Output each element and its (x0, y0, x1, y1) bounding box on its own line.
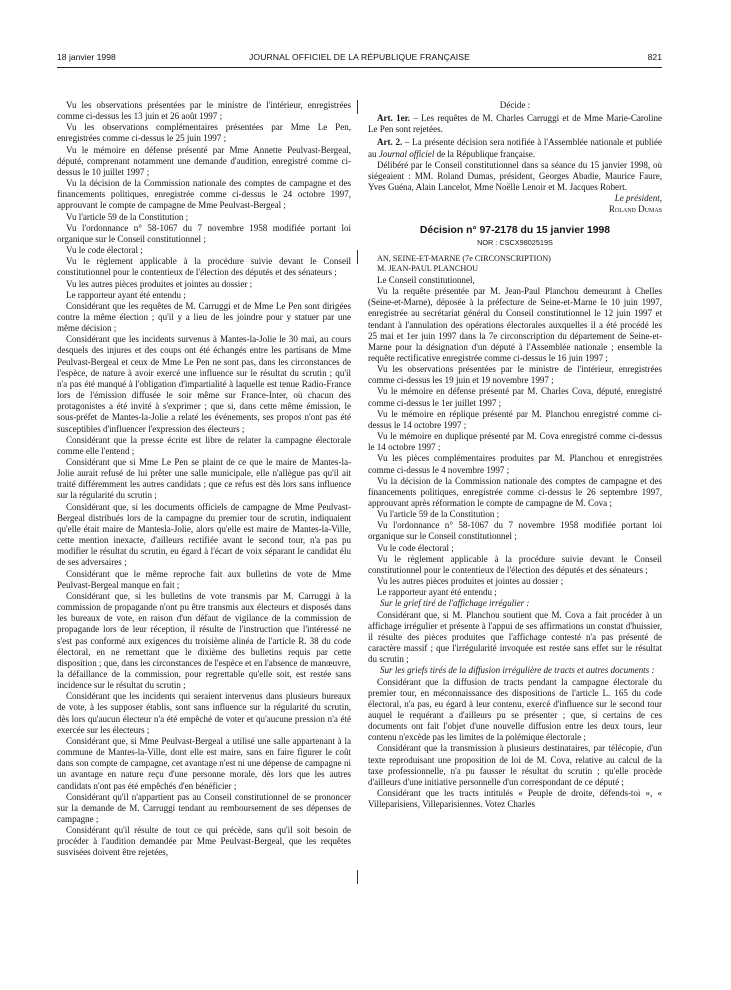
page-number: 821 (647, 52, 662, 62)
intro: Le Conseil constitutionnel, (377, 274, 475, 285)
paragraph: Considérant que, si Mme Peulvast-Bergeal a utilisé une salle appartenant à la commune de Mantes-la-Ville, dont elle est maire, sans en faire figurer le coût dans son compte de campagne, cet avantage n'est ni une dépense de campagne ni un avantage en nature reçu d'une personne morale, dès lors que les autres candidats n'ont pas été empêchés d'en bénéficier ; (57, 735, 351, 791)
paragraph: Vu le mémoire en défense présenté par M. Charles Cova, député, enregistré comme ci-dessus le 1er juillet 1997 ; (368, 386, 662, 408)
paragraph: Vu les observations présentées par le ministre de l'intérieur, enregistrées comme ci-dessus les 13 juin et 26 août 1997 ; (57, 100, 351, 122)
decide-label: Décide : (499, 100, 531, 110)
paragraph: Vu la requête présentée par M. Jean-Paul Planchou demeurant à Chelles (Seine-et-Marne), déposée à la préfecture de Seine-et-Marne le 10 juin 1997, enregistrée au secrétariat général du Conseil constitutionnel le 12 juin 1997 et tendant à l'annulation des opérations électorales auxquelles il a été procédé les 25 mai et 1er juin 1997 dans la 7e circonscription du département de Seine-et-Marne pour la désignation d'un député à l'Assemblée nationale ; ensemble la requête rectificative enregistrée comme ci-dessus le 16 juin 1997 ; (368, 286, 662, 363)
paragraph: Considérant qu'il n'appartient pas au Conseil constitutionnel de se prononcer sur la demande de M. Carruggi tendant au remboursement de ses dépenses de campagne ; (57, 791, 351, 824)
article-1-text: – Les requêtes de M. Charles Carruggi et de Mme Marie-Caroline Le Pen sont rejetées. (368, 113, 663, 135)
page-header (57, 52, 662, 66)
paragraph: Considérant que les incidents qui seraient intervenus dans plusieurs bureaux de vote, à les supposer établis, sont sans influence sur la régularité du scrutin, dès lors qu'aucun électeur n'a été empêché de voter et qu'aucune pression n'a été exercée sur les électeurs ; (57, 691, 351, 735)
paragraph: Vu les autres pièces produites et jointes au dossier ; (66, 278, 253, 289)
paragraph: Vu les pièces complémentaires produites par M. Planchou et enregistrées comme ci-dessus le 4 novembre 1997 ; (368, 453, 662, 475)
journal-title: JOURNAL OFFICIEL DE LA RÉPUBLIQUE FRANÇAISE (249, 52, 470, 62)
issue-date: 18 janvier 1998 (57, 52, 116, 62)
paragraph: Considérant que, si M. Planchou soutient que M. Cova a fait procéder à un affichage irrégulier et présente à l'appui de ses affirmations un constat d'huissier, il résulte des pièces produites que l'affichage contesté n'a pas présenté de caractère massif ; que l'irrégularité invoquée est restée sans effet sur le résultat du scrutin ; (368, 609, 662, 665)
article-1-label: Art. 1er. (377, 113, 411, 124)
column-separator (357, 870, 358, 884)
paragraph: Vu le règlement applicable à la procédure suivie devant le Conseil constitutionnel pour le contentieux de l'élection des députés et des sénateurs ; (57, 256, 351, 278)
paragraph: Vu le mémoire en réplique présenté par M. Planchou enregistré comme ci-dessus le 14 octobre 1997 ; (368, 408, 662, 430)
paragraph: Vu les autres pièces produites et jointes au dossier ; (377, 576, 564, 587)
column-separator (357, 100, 358, 114)
right-column (368, 100, 662, 810)
column-separator (357, 250, 358, 264)
paragraph: Considérant qu'il résulte de tout ce qui précède, sans qu'il soit besoin de procéder à l'audition demandée par Mme Peulvast-Bergeal, que les requêtes susvisées doivent être rejetées, (57, 825, 351, 858)
paragraph: Considérant que si Mme Le Pen se plaint de ce que le maire de Mantes-la-Jolie aurait refusé de lui prêter une salle municipale, elle n'allègue pas qu'il ait traité différemment les autres candidats ; que ce refus est dès lors sans influence sur la régularité du scrutin ; (57, 457, 351, 501)
paragraph: Vu l'ordonnance n° 58-1067 du 7 novembre 1958 modifiée portant loi organique sur le Conseil constitutionnel ; (368, 520, 662, 542)
paragraph: Vu le code électoral ; (66, 245, 143, 256)
paragraph: Vu le règlement applicable à la procédure suivie devant le Conseil constitutionnel pour le contentieux de l'élection des députés et des sénateurs ; (368, 553, 662, 575)
paragraph: Vu les observations présentées par le ministre de l'intérieur, enregistrées comme ci-dessus les 19 juin et 19 novembre 1997 ; (368, 364, 662, 386)
deliberation: Délibéré par le Conseil constitutionnel dans sa séance du 15 janvier 1998, où siégeaient : MM. Roland Dumas, président, Georges Abadie, Maurice Faure, Yves Guéna, Alain Lancelot, Mme Noëlle Lenoir et M. Jacques Robert. (368, 159, 662, 193)
nor-reference: NOR : CSCX9802519S (477, 237, 553, 247)
article-2-label: Art. 2. (377, 137, 403, 148)
paragraph: Considérant que la transmission à plusieurs destinataires, par télécopie, d'un texte reproduisant une proposition de loi de M. Cova, relative au calcul de la taxe professionnelle, n'a pu fausser le résultat du scrutin ; qu'elle procède d'ailleurs d'une initiative personnelle d'un correspondant de ce député ; (368, 743, 662, 787)
journal-officiel-ref: Journal officiel (378, 148, 435, 159)
president-label: Le président, (614, 193, 662, 204)
article-2-text-b: de la République française. (436, 148, 536, 159)
president-name: Roland Dumas (608, 204, 662, 215)
paragraph: Considérant que, si les bulletins de vote transmis par M. Carruggi à la commission de propagande n'ont pu être transmis aux électeurs et disposés dans les bureaux de vote, en raison d'un défaut de vigilance de la commission de propagande lors de leur réception, il résulte de l'instruction que l'intéressé ne s'est pas conformé aux exigences du troisième alinéa de l'article R. 38 du code électoral, en ne remettant que le dixième des bulletins requis par cette disposition ; que, dans les circonstances de l'espèce et en l'absence de manœuvre, la défaillance de la commission, pour regrettable qu'elle soit, est restée sans incidence sur le résultat du scrutin ; (57, 590, 351, 691)
paragraph: Le rapporteur ayant été entendu ; (377, 587, 497, 598)
parties: M. JEAN-PAUL PLANCHOU (377, 264, 479, 274)
section-heading: Sur le grief tiré de l'affichage irrégulier : (380, 598, 530, 609)
paragraph: Vu la décision de la Commission nationale des comptes de campagne et des financements politiques, enregistrée comme ci-dessus le 24 octobre 1997, approuvant le compte de campagne de Mme Peulvast-Bergeal ; (57, 178, 351, 211)
left-column (57, 100, 351, 859)
paragraph: Vu le mémoire en duplique présenté par M. Cova enregistré comme ci-dessus le 14 octobre 1997 ; (368, 431, 662, 453)
paragraph: Considérant que les requêtes de M. Carruggi et de Mme Le Pen sont dirigées contre la même élection ; qu'il y a lieu de les joindre pour y statuer par une même décision ; (57, 300, 351, 334)
paragraph: Considérant que la presse écrite est libre de relater la campagne électorale comme elle l'entend ; (57, 434, 351, 456)
paragraph: Considérant que la diffusion de tracts pendant la campagne électorale du premier tour, en méconnaissance des dispositions de l'article L. 165 du code électoral, n'a pas, eu égard à leur contenu, exercé d'influence sur le second tour auquel le requérant a d'ailleurs pu se présenter ; que, si certains de ces documents ont fait l'objet d'une nouvelle diffusion entre les deux tours, leur contenu n'excède pas les limites de la polémique électorale ; (368, 676, 662, 743)
article-2 (368, 137, 662, 159)
circonscription: AN, SEINE-ET-MARNE (7e CIRCONSCRIPTION) (377, 253, 551, 263)
paragraph: Vu le mémoire en défense présenté par Mme Annette Peulvast-Bergeal, député, comprenant notamment une demande d'audition, enregistré comme ci-dessus le 10 juillet 1997 ; (57, 144, 351, 177)
header-rule (57, 67, 662, 68)
section-heading: Sur les griefs tirés de la diffusion irrégulière de tracts et autres documents : (380, 665, 655, 676)
paragraph: Le rapporteur ayant été entendu ; (66, 289, 186, 300)
paragraph: Considérant que les tracts intitulés « Peuple de droite, défends-toi », « Villeparisiens, Villeparisiennes. Votez Charles (368, 788, 662, 810)
paragraph: Considérant que le même reproche fait aux bulletins de vote de Mme Peulvast-Bergeal manque en fait ; (57, 568, 351, 590)
paragraph: Considérant que, si les documents officiels de campagne de Mme Peulvast-Bergeal distribués lors de la campagne du premier tour de scrutin, indiquaient qu'elle était maire de Mantesla-Jolie, alors qu'elle est maire de Mantes-la-Ville, cette mention inexacte, d'ailleurs rectifiée avant le second tour, n'a pas pu modifier le résultat du scrutin, eu égard à l'écart de voix séparant le candidat élu de ses adversaires ; (57, 501, 351, 568)
paragraph: Vu le code électoral ; (377, 542, 454, 553)
paragraph: Vu l'article 59 de la Constitution ; (66, 211, 189, 222)
paragraph: Vu l'ordonnance n° 58-1067 du 7 novembre 1958 modifiée portant loi organique sur le Conseil constitutionnel ; (57, 222, 351, 244)
article-2-text-a: – La présente décision sera notifiée à l'Assemblée nationale et publiée au (368, 137, 662, 159)
paragraph: Vu les observations complémentaires présentées par Mme Le Pen, enregistrées comme ci-dessus le 25 juin 1997 ; (57, 122, 351, 144)
article-1 (368, 113, 662, 135)
paragraph: Considérant que les incidents survenus à Mantes-la-Jolie le 30 mai, au cours desquels des injures et des coups ont été échangés entre les partisans de Mme Peulvast-Bergeal et ceux de Mme Le Pen ne sont pas, dans les circonstances de l'espèce, de nature à avoir exercé une influence sur le résultat du scrutin ; qu'il n'a pas été manqué à l'obligation d'impartialité à laquelle est tenue Radio-France lors de l'émission diffusée le soir même sur France-Inter, où chacun des protagonistes a été invité à s'exprimer ; que si, dans cette même émission, le sous-préfet de Mantes-la-Jolie a relaté les événements, ses propos n'ont pas été susceptibles d'influencer l'expression des électeurs ; (57, 334, 351, 434)
decision-title: Décision n° 97-2178 du 15 janvier 1998 (419, 224, 611, 236)
paragraph: Vu l'article 59 de la Constitution ; (377, 509, 500, 520)
paragraph: Vu la décision de la Commission nationale des comptes de campagne et des financements politiques, enregistrée comme ci-dessus le 26 septembre 1997, approuvant après réformation le compte de campagne de M. Cova ; (368, 475, 662, 508)
